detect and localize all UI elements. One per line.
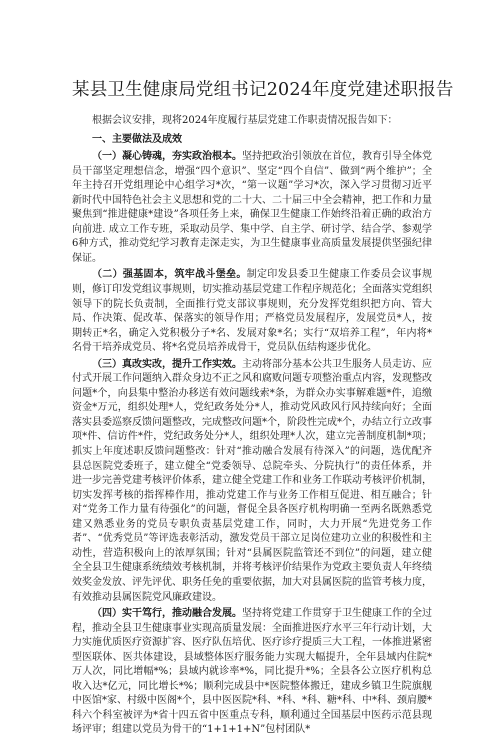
paragraph-lead: （二）强基固本，筑牢战斗堡垒。	[92, 269, 247, 281]
paragraph-body: 制定印发县委卫生健康工作委员会议事规则，修订印发党组议事规则，切实推动基层党建工作程序规范化；全面落实党组织领导下的院长负责制，全面推行党支部议事规则，充分发挥党组织把方向、管大局、作决策、促改革、保落实的领导作用；严格党员发展程序，发展党员*人，按期转正*名，确定入党积极分子*名、发展对象*名；实行“双培养工程”，年内将*名骨干培养成党员、将*名党员培养成骨干，党员队伍结构逐步优化。	[72, 269, 432, 354]
paragraph-2	[72, 268, 432, 355]
paragraph-lead: （四）实干笃行，推动融合发展。	[92, 608, 242, 620]
document-title: 某县卫生健康局党组书记2024年度党建述职报告	[72, 80, 454, 100]
paragraph-3	[72, 358, 432, 605]
intro-paragraph: 根据会议安排，现将2024年度履行基层党建工作职责情况报告如下：	[92, 115, 398, 126]
paragraph-1	[72, 150, 432, 266]
section-heading: 一、主要做法及成效	[92, 133, 182, 145]
paragraph-lead: （一）凝心铸魂，夯实政治根本。	[92, 151, 242, 163]
paragraph-body: 坚持将党建工作贯穿于卫生健康工作的全过程，推动全县卫生健康事业实现高质量发展：全面推进医疗水平三年行动计划，大力实施优质医疗资源扩容、医疗队伍培优、医疗诊疗提质三大工程，一体推进紧密型医联体、医共体建设，县域整体医疗服务能力实现大幅提升，全年县域内住院*万人次，同比增幅*%；县域内就诊率*%，同比提升*%；全县各公立医疗机构总收入达*亿元，同比增长*%；顺利完成县中*医院整体搬迁，建成乡镇卫生院旗舰中医馆*家、村级中医阁*个，县中医医院*科、*科、*科、糖*科、中*科、颈肩腰*科六个科室被评为*省十四五省中医重点专科，顺利通过全国基层中医药示范县现场评审；组建以党员为骨干的“1+1+1+N”包村团队*	[72, 608, 432, 736]
paragraph-body: 坚持把政治引领放在首位，教育引导全体党员干部坚定理想信念，增强“四个意识”、坚定“四个自信”、做到“两个维护”；全年主持召开党组理论中心组学习*次，“第一议题”学习*次，深入学习贯彻习近平新时代中国特色社会主义思想和党的二十大、二十届三中全会精神，把工作和力量聚焦到“推进健康*建设”各项任务上来，确保卫生健康工作始终沿着正确的政治方向前进. 成立工作专班，采取动员学、集中学、自主学、研讨学、结合学、参观学6种方式，推动党纪学习教育走深走实，为卫生健康事业高质量发展提供坚强纪律保证。	[72, 151, 432, 264]
paragraph-lead: （三）真改实改，提升工作实效。	[92, 358, 242, 370]
paragraph-body: 主动将部分基本公共卫生服务人员走访、应付式开展工作问题纳入群众身边不正之风和腐败问题专项整治重点内容，发现整改问题*个，向县集中整治办移送有效问题线索*条，为群众办实事解难题*件，追缴资金*万元，组织处理*人，党纪政务处分*人，推动党风政风行风持续向好；全面落实县委巡察反馈问题整改，完成整改问题*个，阶段性完成*个，办结立行立改事项*件、信访件*件，党纪政务处分*人，组织处理*人次，建立完善制度机制*项；抓实上年度述职反馈问题整改：针对“推动融合发展有待深入”的问题，选优配齐县总医院党委班子，建立健全“党委领导、总院牵头、分院执行”的责任体系，并进一步完善党建考核评价体系，建立健全党建工作和业务工作联动考核评价机制，切实发挥考核的指挥棒作用，推动党建工作与业务工作相互促进、相互融合；针对“党务工作力量有待强化”的问题，督促全县各医疗机构明确一至两名既熟悉党建又熟悉业务的党员专职负责基层党建工作，同时，大力开展“先进党务工作者”、“优秀党员”等评选表彰活动，激发党员干部立足岗位建功立业的积极性和主动性，营造积极向上的浓厚氛围；针对“县属医院监管还不到位”的问题，建立健全全县卫生健康系统绩效考核机制，并将考核评价结果作为党政主要负责人年终绩效奖金发放、评先评优、职务任免的重要依据，加大对县属医院的监管考核力度，有效推动县属医院党风廉政建设。	[72, 358, 432, 603]
document-page	[72, 76, 454, 740]
paragraph-4	[72, 607, 432, 738]
